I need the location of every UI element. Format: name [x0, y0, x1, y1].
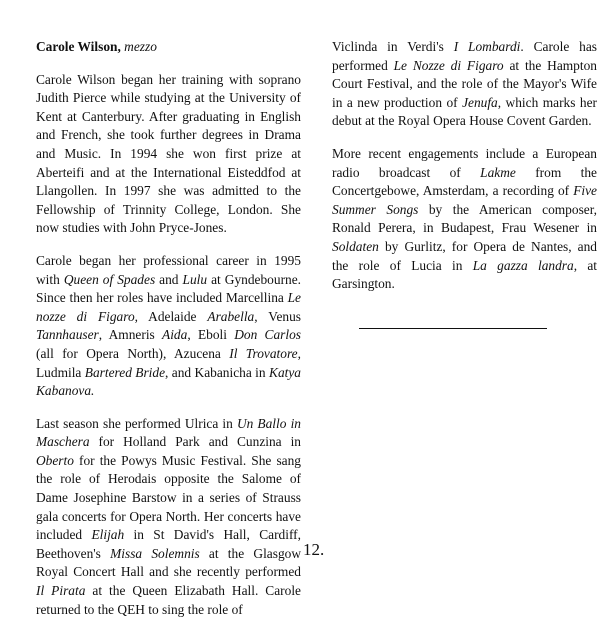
- text-run: , and Kabanicha in: [165, 364, 270, 380]
- text-run: Last season she performed Ulrica in: [36, 415, 237, 431]
- left-body: [36, 71, 301, 620]
- work-title: Missa Solemnis: [110, 545, 200, 561]
- text-run: at the Glasgow Royal Concert Hall and she recently performed: [36, 545, 301, 580]
- text-run: Carole began her professional career in 1995 with: [36, 252, 301, 287]
- text-run: for the Powys Music Festival. She sang the role of Herodais opposite the Salome of Dame Josephine Barstow in a series of Strauss gala concerts for Opera North. Her concerts have included: [36, 452, 301, 543]
- text-run: , which marks her debut at the Royal Opera House Covent Garden.: [332, 94, 597, 129]
- artist-name: Carole Wilson,: [36, 39, 121, 54]
- text-run: More recent engagements include a European radio broadcast of: [332, 145, 597, 180]
- work-title: Queen of Spades: [63, 271, 156, 287]
- left-column: [36, 38, 301, 633]
- bio-paragraph: [36, 71, 301, 238]
- text-run: at Gyndebourne. Since then her roles have included Marcellina: [36, 271, 302, 306]
- section-divider: [359, 328, 547, 329]
- text-run: , Ludmila: [36, 345, 301, 380]
- bio-paragraph: [36, 252, 301, 401]
- text-run: at the Hampton Court Festival, and the role of the Mayor's Wife in a new production of: [332, 57, 597, 110]
- text-run: , at Garsington.: [332, 257, 598, 292]
- work-title: La gazza landra: [472, 257, 574, 273]
- text-run: , Eboli: [187, 327, 235, 343]
- text-run: by the American composer, Ronald Perera, in Budapest, Frau Wesener in: [332, 201, 597, 236]
- text-run: (all for Opera North), Azucena: [36, 345, 230, 361]
- work-title: Arabella: [207, 308, 255, 324]
- text-run: for Holland Park and Cunzina in: [89, 434, 301, 450]
- work-title: Lulu: [182, 271, 208, 287]
- work-title: Il Trovatore: [229, 345, 298, 361]
- work-title: Bartered Bride: [84, 364, 166, 380]
- text-run: , Amneris: [98, 327, 163, 343]
- artist-heading: [36, 38, 301, 57]
- right-column: [332, 38, 597, 308]
- text-run: , Venus: [254, 308, 301, 324]
- page-number: 12.: [303, 540, 325, 559]
- work-title: Elijah: [91, 527, 125, 543]
- work-title: Le nozze di Figaro: [36, 290, 301, 324]
- work-title: Katya Kabanova.: [36, 364, 302, 399]
- text-run: at the Queen Elizabath Hall. Carole returned to the QEH to sing the role of: [36, 583, 302, 617]
- work-title: Tannhauser: [36, 327, 99, 343]
- bio-paragraph: [332, 145, 597, 294]
- work-title: Un Ballo in Maschera: [36, 415, 301, 450]
- work-title: Lakme: [480, 164, 516, 180]
- work-title: Oberto: [36, 452, 74, 468]
- work-title: I Lombardi: [453, 39, 521, 54]
- work-title: Soldaten: [332, 238, 379, 254]
- work-title: Le Nozze di Figaro: [393, 57, 504, 73]
- text-run: . Carole has performed: [332, 39, 597, 73]
- work-title: Il Pirata: [36, 583, 86, 599]
- text-run: in St David's Hall, Cardiff, Beethoven's: [36, 527, 301, 561]
- work-title: Don Carlos: [234, 327, 302, 343]
- work-title: Five Summer Songs: [332, 183, 597, 217]
- work-title: Jenufa: [462, 94, 498, 110]
- text-run: from the Concertgebowe, Amsterdam, a recording of: [332, 164, 597, 199]
- text-run: , Adelaide: [134, 308, 208, 324]
- text-run: Viclinda in Verdi's: [332, 39, 454, 54]
- bio-paragraph: [332, 38, 597, 131]
- work-title: Aida: [162, 327, 188, 343]
- artist-voice-type: mezzo: [120, 39, 157, 54]
- text-run: by Gurlitz, for Opera de Nantes, and the role of Lucia in: [332, 238, 597, 273]
- text-run: and: [155, 271, 183, 287]
- right-body: [332, 38, 597, 294]
- text-run: Carole Wilson began her training with soprano Judith Pierce while studying at the University of Kent at Canterbury. After graduating in English and French, she took further degrees in Drama and Music. In 1994 she won first prize at Aberteifi and at the International Eisteddfod at Llangollen. In 1997 she was admitted to the Fellowship of Trinnity College, London. She now studies with John Pryce-Jones.: [36, 71, 301, 236]
